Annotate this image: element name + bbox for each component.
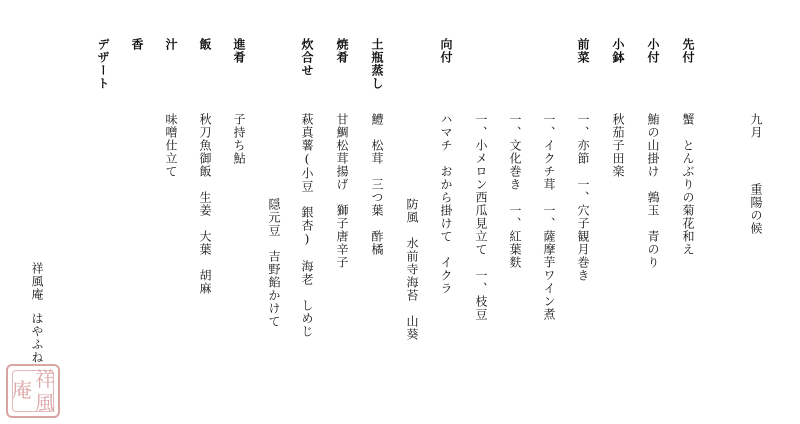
- dish-mukozuke-2: 防風 水前寺海苔 山葵: [405, 198, 419, 341]
- seal-glyph-3: 庵: [12, 378, 32, 402]
- dish-zensai-3: 一、文化巻き 一、紅葉麩: [508, 113, 522, 269]
- seal-glyph-2: 風: [35, 391, 55, 415]
- menu-title: 重陽の候: [749, 183, 763, 235]
- course-shiru: 汁: [164, 38, 178, 51]
- dish-shiru: 味噌仕立て: [164, 113, 178, 178]
- course-dobinmushi: 土瓶蒸し: [370, 38, 384, 90]
- dish-takiawase-1: 萩真薯(小豆 銀杏) 海老 しめじ: [300, 113, 314, 338]
- dish-kozuke: 鮪の山掛け 鶉玉 青のり: [646, 113, 660, 269]
- course-kobachi: 小鉢: [611, 38, 625, 64]
- dish-kobachi: 秋茄子田楽: [611, 113, 625, 178]
- course-mukozuke: 向付: [439, 38, 453, 64]
- dish-meshi: 秋刀魚御飯 生姜 大葉 胡麻: [198, 113, 212, 295]
- menu-month: 九月: [749, 113, 763, 139]
- course-yakizakana: 焼肴: [335, 38, 349, 64]
- dish-zensai-2: 一、イクチ茸 一、薩摩芋ワイン煮: [542, 113, 556, 321]
- dish-susumezakana: 子持ち鮎: [232, 113, 246, 165]
- course-meshi: 飯: [198, 38, 212, 51]
- course-kozuke: 小付: [646, 38, 660, 64]
- course-susumezakana: 進肴: [232, 38, 246, 64]
- course-dessert: デザート: [96, 38, 110, 90]
- course-sakizuke: 先付: [681, 38, 695, 64]
- dish-zensai-4: 一、小メロン西瓜見立て 一、枝豆: [474, 113, 488, 321]
- seal-glyph-1: 祥: [35, 367, 55, 391]
- dish-dobinmushi: 鱧 松茸 三つ葉 酢橘: [370, 113, 384, 256]
- restaurant-name: 祥風庵: [30, 262, 44, 301]
- course-zensai: 前菜: [576, 38, 590, 64]
- dish-sakizuke: 蟹 とんぶりの菊花和え: [681, 113, 695, 256]
- dish-takiawase-2: 隠元豆 吉野餡かけて: [267, 198, 281, 328]
- dish-yakizakana: 甘鯛松茸揚げ 獅子唐辛子: [335, 113, 349, 269]
- chef-name: はやふね: [30, 312, 44, 364]
- seal-stamp: [6, 364, 60, 418]
- dish-mukozuke-1: ハマチ おから掛けて イクラ: [439, 113, 453, 295]
- course-kou: 香: [130, 38, 144, 51]
- course-takiawase: 炊合せ: [300, 38, 314, 77]
- dish-zensai-1: 一、亦節 一、穴子観月巻き: [576, 113, 590, 282]
